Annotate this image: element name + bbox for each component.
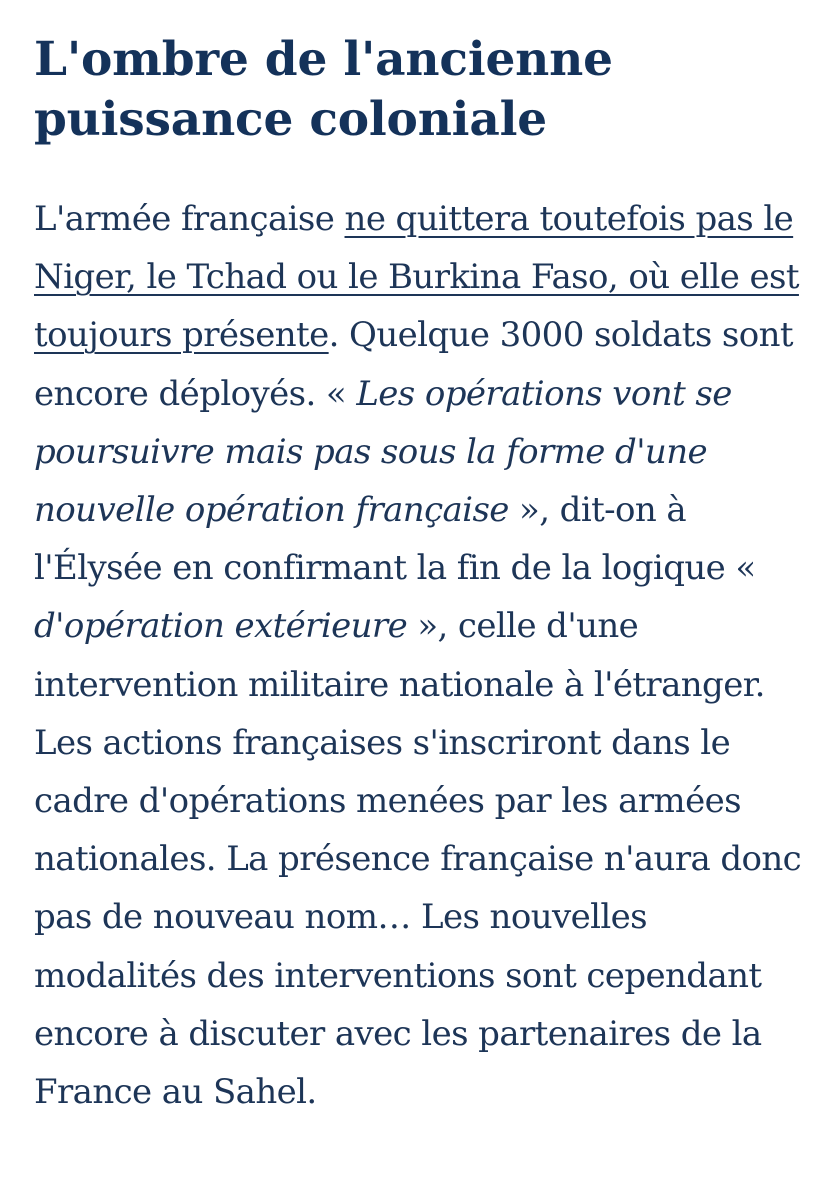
article <box>34 30 804 1121</box>
quote-operation-exterieure: d'opération extérieure <box>34 606 408 647</box>
article-paragraph <box>34 190 804 1121</box>
paragraph-text-2: . Quelque 3000 soldats sont encore déployés. « <box>34 315 793 414</box>
quote-elysee: Les opérations vont se poursuivre mais pas sous la forme d'une nouvelle opération française <box>34 373 732 531</box>
paragraph-text-1: L'armée française <box>34 199 345 239</box>
paragraph-text-4: », celle d'une intervention militaire nationale à l'étranger. Les actions françaises s'inscriront dans le cadre d'opérations menées par les armées nationales. La présence française n'aura donc pas de nouveau nom… Les nouvelles modalités des interventions sont cependant encore à discuter avec les partenaires de la France au Sahel. <box>34 606 802 1113</box>
paragraph-text-3: », dit-on à l'Élysée en confirmant la fin de la logique « <box>34 490 756 589</box>
section-heading: L'ombre de l'ancienne puissance coloniale <box>34 32 613 147</box>
article-link[interactable]: ne quittera toutefois pas le Niger, le Tchad ou le Burkina Faso, où elle est toujours présente <box>34 199 799 356</box>
